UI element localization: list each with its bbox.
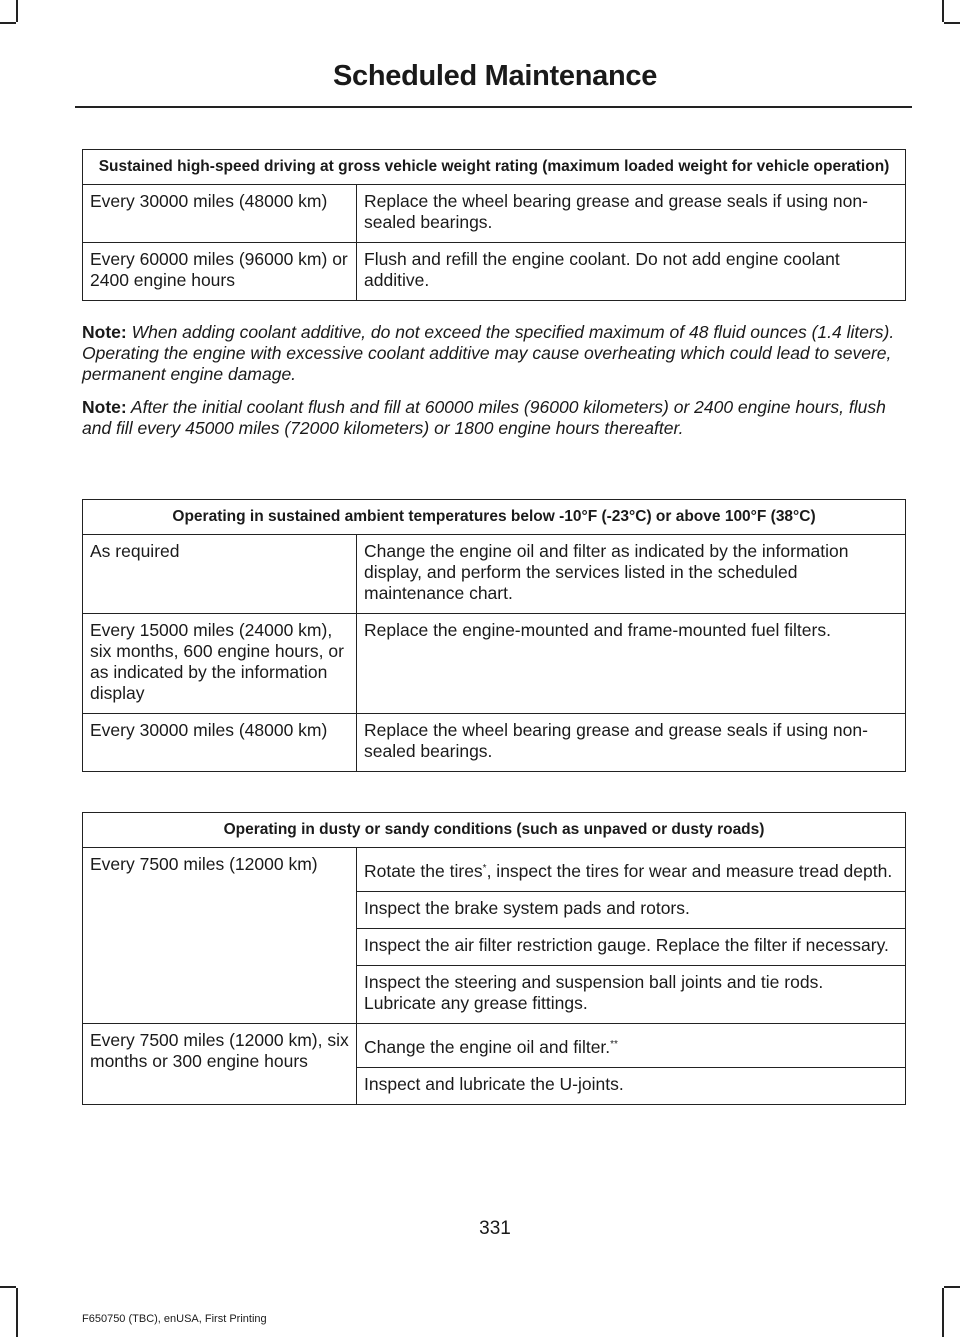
crop-mark-bottom-right-v xyxy=(942,1288,944,1337)
crop-mark-top-left-v xyxy=(16,0,18,22)
page-number: 331 xyxy=(479,1218,511,1239)
interval-cell: Every 15000 miles (24000 km), six months, 600 engine hours, or as indicated by the information display xyxy=(83,614,357,714)
table-row xyxy=(83,1024,906,1068)
table-row xyxy=(83,535,906,614)
action-cell: Replace the wheel bearing grease and grease seals if using non-sealed bearings. xyxy=(357,714,906,772)
action-cell xyxy=(357,848,906,892)
action-cell: Flush and refill the engine coolant. Do not add engine coolant additive. xyxy=(357,243,906,301)
action-cell: Replace the wheel bearing grease and grease seals if using non-sealed bearings. xyxy=(357,185,906,243)
action-cell xyxy=(357,1024,906,1068)
table-header: Operating in sustained ambient temperatures below -10°F (-23°C) or above 100°F (38°C) xyxy=(83,500,906,535)
note-label: Note: xyxy=(82,322,127,342)
title-divider xyxy=(75,106,912,108)
interval-cell: As required xyxy=(83,535,357,614)
crop-mark-bottom-left-v xyxy=(16,1288,18,1337)
table-header: Operating in dusty or sandy conditions (such as unpaved or dusty roads) xyxy=(83,813,906,848)
footnote-marker: ** xyxy=(610,1039,618,1050)
action-text: Change the engine oil and filter. xyxy=(364,1037,611,1057)
note-text: When adding coolant additive, do not exceed the specified maximum of 48 fluid ounces (1.4 liters). Operating the engine with excessive coolant additive may cause overheating which could lead to severe, permanent engine damage. xyxy=(82,322,895,384)
ambient-temperature-table xyxy=(82,499,906,772)
action-text-cont: , inspect the tires for wear and measure tread depth. xyxy=(486,861,893,881)
table-header-row xyxy=(83,813,906,848)
table-header-row xyxy=(83,500,906,535)
action-cell: Change the engine oil and filter as indicated by the information display, and perform the services listed in the scheduled maintenance chart. xyxy=(357,535,906,614)
crop-mark-top-left-h xyxy=(0,22,16,24)
dusty-conditions-table xyxy=(82,812,906,1105)
action-cell: Inspect and lubricate the U-joints. xyxy=(357,1068,906,1105)
crop-mark-bottom-left-h xyxy=(0,1286,16,1288)
note-label: Note: xyxy=(82,397,127,417)
footer-text: F650750 (TBC), enUSA, First Printing xyxy=(82,1313,267,1325)
interval-cell: Every 30000 miles (48000 km) xyxy=(83,185,357,243)
interval-cell: Every 7500 miles (12000 km), six months or 300 engine hours xyxy=(83,1024,357,1105)
page-title: Scheduled Maintenance xyxy=(332,60,658,92)
action-text: Rotate the tires xyxy=(364,861,483,881)
crop-mark-bottom-right-h xyxy=(944,1286,960,1288)
crop-mark-top-right-v xyxy=(942,0,944,22)
footnote-marker: * xyxy=(482,863,487,874)
action-cell: Inspect the air filter restriction gauge. Replace the filter if necessary. xyxy=(357,929,906,966)
note-coolant-flush xyxy=(82,397,905,439)
action-cell: Replace the engine-mounted and frame-mounted fuel filters. xyxy=(357,614,906,714)
action-cell: Inspect the steering and suspension ball joints and tie rods. Lubricate any grease fittings. xyxy=(357,966,906,1024)
table-row xyxy=(83,848,906,892)
interval-cell: Every 30000 miles (48000 km) xyxy=(83,714,357,772)
interval-cell: Every 7500 miles (12000 km) xyxy=(83,848,357,1024)
crop-mark-top-right-h xyxy=(944,22,960,24)
table-header: Sustained high-speed driving at gross vehicle weight rating (maximum loaded weight for vehicle operation) xyxy=(83,150,906,185)
interval-cell: Every 60000 miles (96000 km) or 2400 engine hours xyxy=(83,243,357,301)
high-speed-driving-table xyxy=(82,149,906,301)
table-row xyxy=(83,185,906,243)
table-row xyxy=(83,714,906,772)
note-coolant-additive xyxy=(82,322,905,385)
table-row xyxy=(83,614,906,714)
table-header-row xyxy=(83,150,906,185)
note-text: After the initial coolant flush and fill at 60000 miles (96000 kilometers) or 2400 engine hours, flush and fill every 45000 miles (72000 kilometers) or 1800 engine hours thereafter. xyxy=(82,397,886,438)
action-cell: Inspect the brake system pads and rotors. xyxy=(357,892,906,929)
table-row xyxy=(83,243,906,301)
